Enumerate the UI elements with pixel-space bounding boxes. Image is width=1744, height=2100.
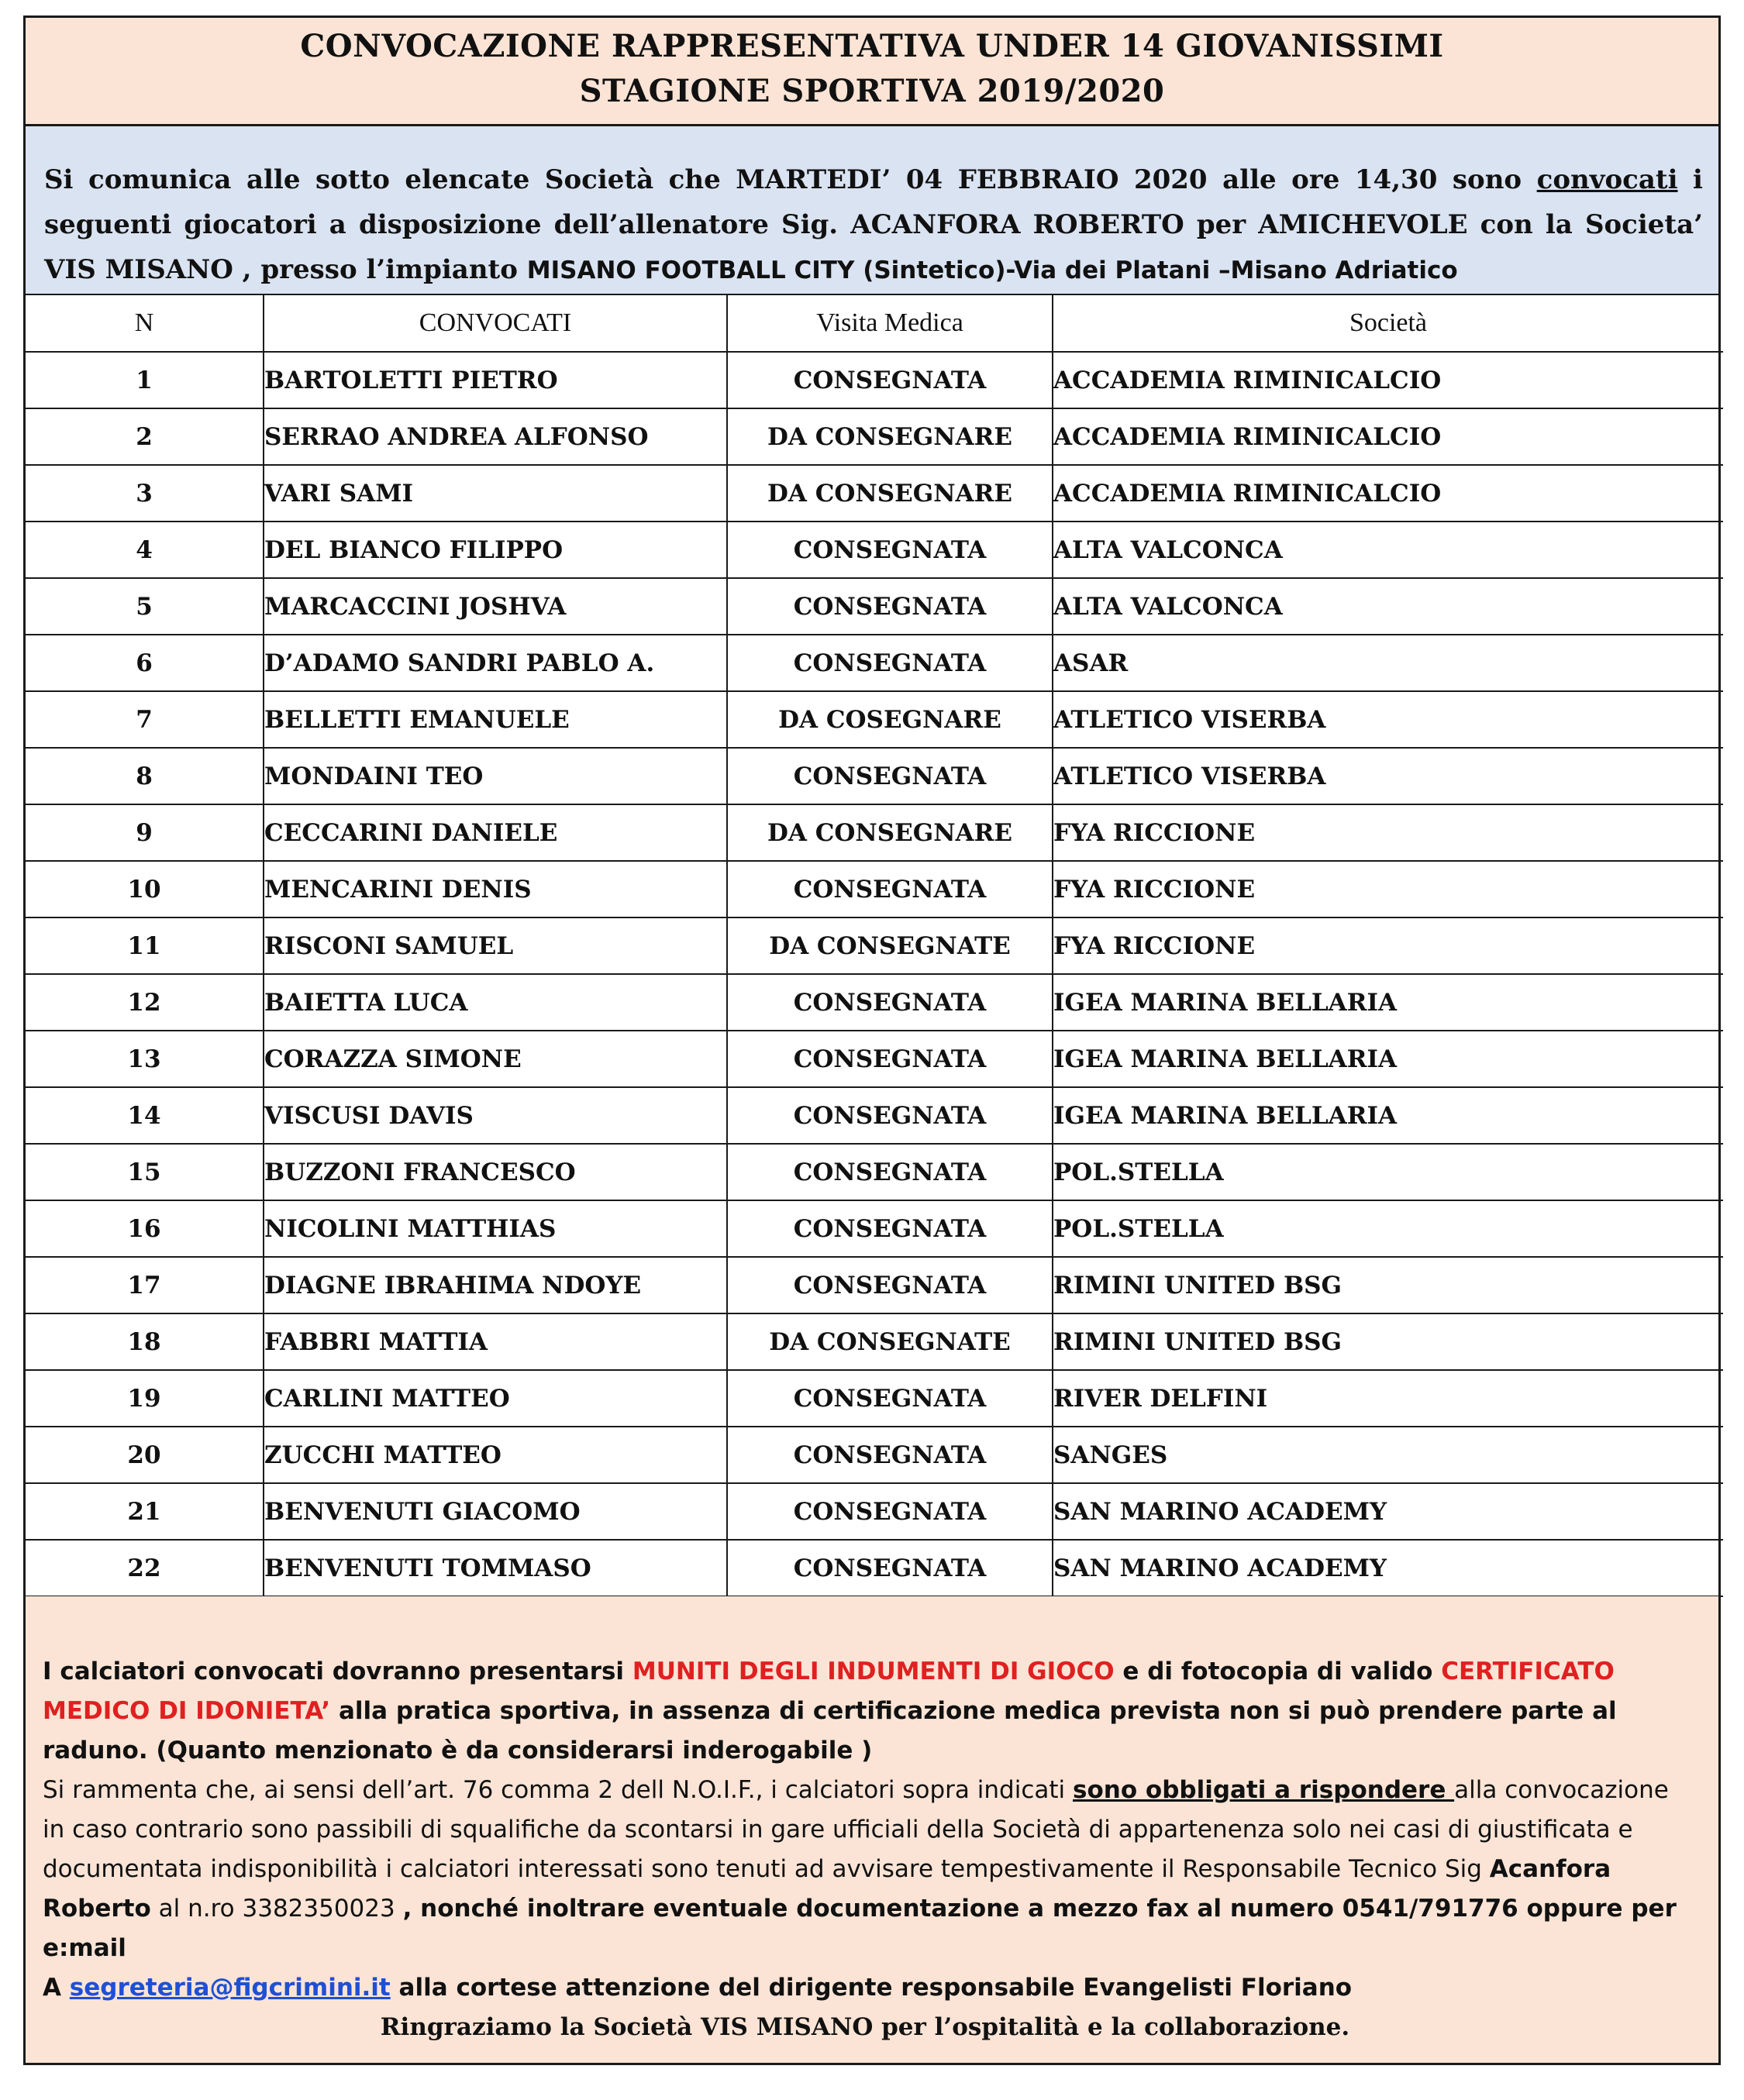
medical-visit-status: CONSEGNATA	[727, 861, 1053, 917]
player-name: CECCARINI DANIELE	[264, 804, 727, 861]
player-name: MENCARINI DENIS	[264, 861, 727, 917]
player-club: RIMINI UNITED BSG	[1053, 1257, 1723, 1313]
table-row	[26, 1144, 1723, 1200]
table-row	[26, 522, 1723, 578]
player-club: ACCADEMIA RIMINICALCIO	[1053, 465, 1723, 522]
player-club: RIVER DELFINI	[1053, 1370, 1723, 1427]
medical-visit-status: CONSEGNATA	[727, 974, 1053, 1031]
player-number: 12	[26, 974, 264, 1031]
footer-coach-name: Acanfora Roberto	[43, 1855, 1611, 1923]
col-header-convocati: CONVOCATI	[264, 295, 727, 352]
table-row	[26, 1427, 1723, 1483]
player-name: ZUCCHI MATTEO	[264, 1427, 727, 1483]
medical-visit-status: DA CONSEGNARE	[727, 465, 1053, 522]
medical-visit-status: DA CONSEGNATE	[727, 917, 1053, 974]
medical-visit-status: DA COSEGNARE	[727, 691, 1053, 748]
table-row	[26, 1087, 1723, 1144]
player-club: ATLETICO VISERBA	[1053, 748, 1723, 804]
footer-paragraph-equipment	[43, 1652, 1687, 1771]
medical-visit-status: DA CONSEGNARE	[727, 804, 1053, 861]
player-number: 16	[26, 1200, 264, 1257]
player-number: 1	[26, 352, 264, 408]
table-row	[26, 1257, 1723, 1313]
player-club: ATLETICO VISERBA	[1053, 691, 1723, 748]
table-row	[26, 804, 1723, 861]
player-name: VARI SAMI	[264, 465, 727, 522]
medical-visit-status: CONSEGNATA	[727, 1257, 1053, 1313]
medical-visit-status: DA CONSEGNATE	[727, 1313, 1053, 1370]
notice-text-2: i seguenti giocatori a disposizione dell’allenatore Sig. ACANFORA ROBERTO per AMICHEVOLE con la Societa’ VIS MISANO , presso l’impianto	[44, 164, 1703, 285]
player-club: SANGES	[1053, 1427, 1723, 1483]
medical-visit-status: CONSEGNATA	[727, 1087, 1053, 1144]
medical-visit-status: CONSEGNATA	[727, 1370, 1053, 1427]
player-name: DIAGNE IBRAHIMA NDOYE	[264, 1257, 727, 1313]
player-number: 17	[26, 1257, 264, 1313]
player-name: RISCONI SAMUEL	[264, 917, 727, 974]
notice-text-1: Si comunica alle sotto elencate Società che MARTEDI’ 04 FEBBRAIO 2020 alle ore 14,30 sono	[44, 164, 1522, 195]
footer-text: alla cortese attenzione del dirigente responsabile Evangelisti Floriano	[390, 1974, 1353, 2002]
player-club: FYA RICCIONE	[1053, 917, 1723, 974]
player-name: BENVENUTI TOMMASO	[264, 1540, 727, 1596]
player-club: ACCADEMIA RIMINICALCIO	[1053, 408, 1723, 465]
player-number: 18	[26, 1313, 264, 1370]
table-row	[26, 1370, 1723, 1427]
medical-visit-status: CONSEGNATA	[727, 1200, 1053, 1257]
table-row	[26, 408, 1723, 465]
player-club: IGEA MARINA BELLARIA	[1053, 1031, 1723, 1087]
notice-underlined: convocati	[1536, 164, 1678, 195]
table-row	[26, 1313, 1723, 1370]
footer-instructions	[26, 1596, 1718, 2063]
player-club: ASAR	[1053, 635, 1723, 691]
player-number: 20	[26, 1427, 264, 1483]
table-row	[26, 578, 1723, 635]
col-header-visita-medica: Visita Medica	[727, 295, 1053, 352]
table-row	[26, 1483, 1723, 1540]
table-body	[26, 352, 1723, 1596]
footer-underlined: sono obbligati a rispondere	[1073, 1776, 1455, 1804]
player-number: 22	[26, 1540, 264, 1596]
player-name: MARCACCINI JOSHVA	[264, 578, 727, 635]
player-name: VISCUSI DAVIS	[264, 1087, 727, 1144]
player-name: BAIETTA LUCA	[264, 974, 727, 1031]
footer-highlight-equipment: MUNITI DEGLI INDUMENTI DI GIOCO	[632, 1658, 1115, 1685]
footer-text: A	[43, 1974, 70, 2002]
header-banner	[26, 18, 1718, 126]
player-number: 9	[26, 804, 264, 861]
table-row	[26, 465, 1723, 522]
player-name: BELLETTI EMANUELE	[264, 691, 727, 748]
player-name: BENVENUTI GIACOMO	[264, 1483, 727, 1540]
col-header-number: N	[26, 295, 264, 352]
player-club: ACCADEMIA RIMINICALCIO	[1053, 352, 1723, 408]
footer-text: Si rammenta che, ai sensi dell’art. 76 comma 2 dell N.O.I.F., i calciatori sopra indicati	[43, 1776, 1073, 1804]
player-name: CORAZZA SIMONE	[264, 1031, 727, 1087]
footer-text: I calciatori convocati dovranno presentarsi	[43, 1658, 632, 1685]
player-number: 10	[26, 861, 264, 917]
player-number: 6	[26, 635, 264, 691]
page-title: CONVOCAZIONE RAPPRESENTATIVA UNDER 14 GIOVANISSIMI	[300, 28, 1444, 64]
player-club: POL.STELLA	[1053, 1200, 1723, 1257]
player-number: 3	[26, 465, 264, 522]
player-name: SERRAO ANDREA ALFONSO	[264, 408, 727, 465]
footer-paragraph-email	[43, 1968, 1687, 2008]
footer-text: alla convocazione in caso contrario sono passibili di squalifiche da scontarsi in gare ufficiali della Società di appartenenza solo nei casi di giustificata e documentata indisponibilità i calciatori interessati sono tenuti ad avvisare tempestivamente il Responsabile Tecnico Sig	[43, 1776, 1669, 1883]
page-subtitle: STAGIONE SPORTIVA 2019/2020	[579, 73, 1165, 109]
table-header-row	[26, 295, 1723, 352]
player-name: BARTOLETTI PIETRO	[264, 352, 727, 408]
player-number: 13	[26, 1031, 264, 1087]
notice-venue: MISANO FOOTBALL CITY (Sintetico)-Via dei Platani –Misano Adriatico	[526, 256, 1458, 284]
player-club: ALTA VALCONCA	[1053, 522, 1723, 578]
medical-visit-status: CONSEGNATA	[727, 635, 1053, 691]
footer-phone: al n.ro 3382350023	[150, 1895, 403, 1923]
medical-visit-status: CONSEGNATA	[727, 522, 1053, 578]
footer-paragraph-obligation	[43, 1771, 1687, 1968]
table-row	[26, 691, 1723, 748]
table-row	[26, 1031, 1723, 1087]
player-club: SAN MARINO ACADEMY	[1053, 1483, 1723, 1540]
player-name: DEL BIANCO FILIPPO	[264, 522, 727, 578]
player-club: FYA RICCIONE	[1053, 804, 1723, 861]
player-name: MONDAINI TEO	[264, 748, 727, 804]
player-club: RIMINI UNITED BSG	[1053, 1313, 1723, 1370]
medical-visit-status: CONSEGNATA	[727, 748, 1053, 804]
player-number: 19	[26, 1370, 264, 1427]
player-name: NICOLINI MATTHIAS	[264, 1200, 727, 1257]
players-table	[26, 295, 1723, 1597]
table-row	[26, 748, 1723, 804]
player-name: BUZZONI FRANCESCO	[264, 1144, 727, 1200]
player-club: IGEA MARINA BELLARIA	[1053, 1087, 1723, 1144]
player-number: 14	[26, 1087, 264, 1144]
player-club: ALTA VALCONCA	[1053, 578, 1723, 635]
footer-highlight-certificate: CERTIFICATO MEDICO DI IDONIETA’	[43, 1658, 1615, 1725]
table-row	[26, 861, 1723, 917]
table-row	[26, 635, 1723, 691]
medical-visit-status: DA CONSEGNARE	[727, 408, 1053, 465]
col-header-societa: Società	[1053, 295, 1723, 352]
player-number: 8	[26, 748, 264, 804]
table-row	[26, 352, 1723, 408]
player-number: 5	[26, 578, 264, 635]
player-club: FYA RICCIONE	[1053, 861, 1723, 917]
medical-visit-status: CONSEGNATA	[727, 1427, 1053, 1483]
player-name: FABBRI MATTIA	[264, 1313, 727, 1370]
convocation-notice	[26, 126, 1718, 295]
table-row	[26, 1540, 1723, 1596]
footer-text: e di fotocopia di valido	[1114, 1658, 1442, 1685]
medical-visit-status: CONSEGNATA	[727, 352, 1053, 408]
footer-text: alla pratica sportiva, in assenza di certificazione medica prevista non si può prendere parte al raduno. (Quanto menzionato è da considerarsi inderogabile )	[43, 1697, 1617, 1764]
player-number: 11	[26, 917, 264, 974]
medical-visit-status: CONSEGNATA	[727, 1031, 1053, 1087]
notice-paragraph	[44, 157, 1703, 293]
table-row	[26, 974, 1723, 1031]
medical-visit-status: CONSEGNATA	[727, 1144, 1053, 1200]
medical-visit-status: CONSEGNATA	[727, 1540, 1053, 1596]
player-name: D’ADAMO SANDRI PABLO A.	[264, 635, 727, 691]
footer-thanks: Ringraziamo la Società VIS MISANO per l’ospitalità e la collaborazione.	[380, 2013, 1350, 2041]
player-club: IGEA MARINA BELLARIA	[1053, 974, 1723, 1031]
player-number: 21	[26, 1483, 264, 1540]
player-number: 2	[26, 408, 264, 465]
player-club: POL.STELLA	[1053, 1144, 1723, 1200]
table-row	[26, 917, 1723, 974]
medical-visit-status: CONSEGNATA	[727, 578, 1053, 635]
player-name: CARLINI MATTEO	[264, 1370, 727, 1427]
document-frame	[23, 15, 1721, 2065]
player-number: 4	[26, 522, 264, 578]
player-number: 7	[26, 691, 264, 748]
email-link[interactable]: segreteria@figcrimini.it	[69, 1974, 391, 2002]
table-row	[26, 1200, 1723, 1257]
player-club: SAN MARINO ACADEMY	[1053, 1540, 1723, 1596]
player-number: 15	[26, 1144, 264, 1200]
medical-visit-status: CONSEGNATA	[727, 1483, 1053, 1540]
footer-fax: , nonché inoltrare eventuale documentazione a mezzo fax al numero 0541/791776 oppure per e:mail	[43, 1895, 1677, 1962]
